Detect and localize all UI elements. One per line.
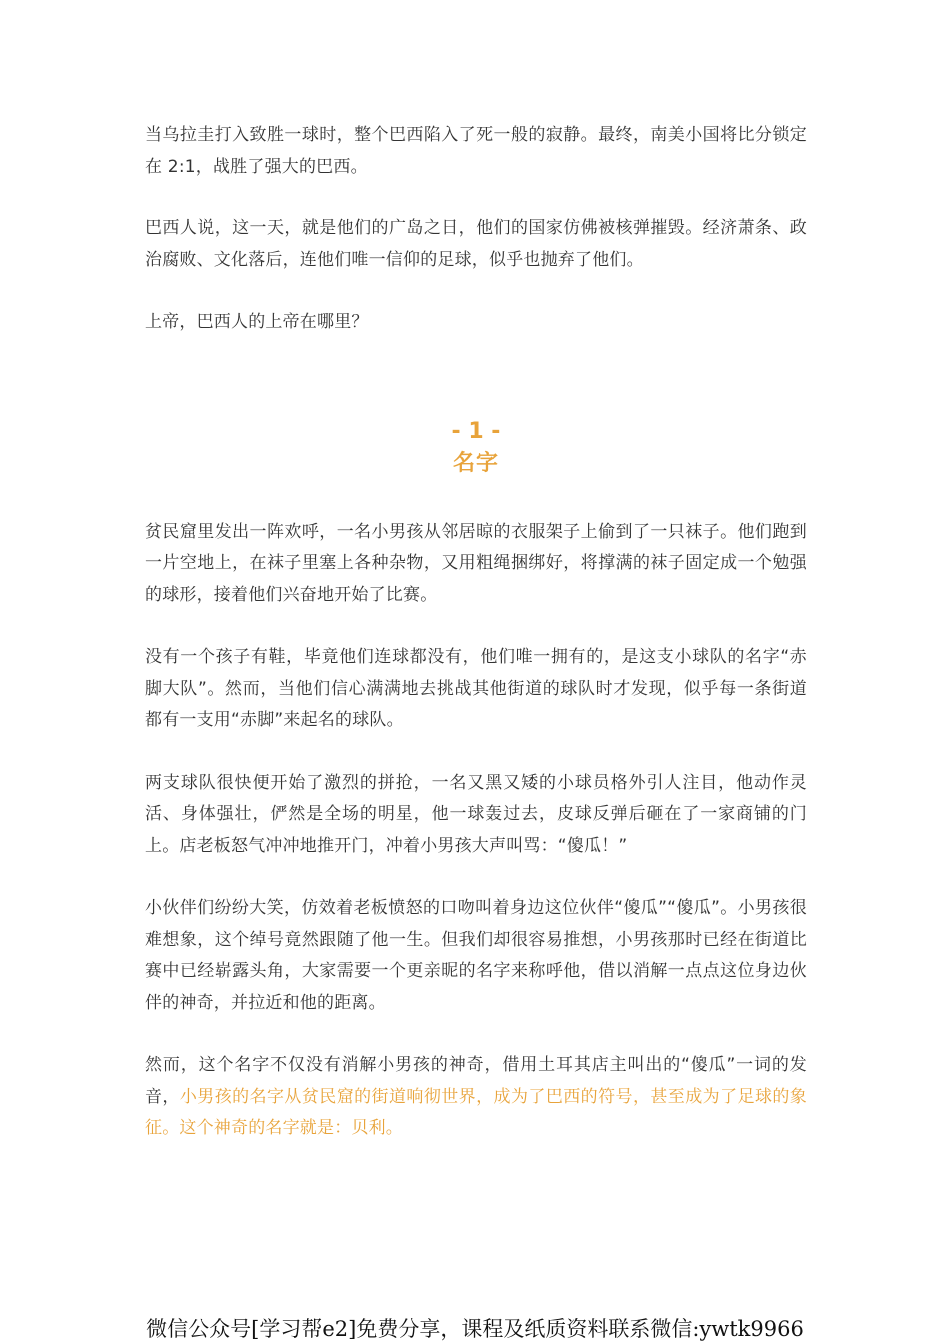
intro-paragraph-1: 当乌拉圭打入致胜一球时，整个巴西陷入了死一般的寂静。最终，南美小国将比分锁定在 2:1，战胜了强大的巴西。 — [145, 125, 807, 177]
section-title: 名字 — [452, 450, 499, 476]
intro-paragraph-3: 上帝，巴西人的上帝在哪里？ — [145, 312, 369, 332]
paragraph-5-plain-text: 然而，这个名字不仅没有消解小男孩的神奇，借用土耳其店主叫出的“傻瓜”一词的发音， — [145, 1055, 807, 1107]
section-paragraph-5 — [145, 1050, 807, 1145]
intro-paragraph-2: 巴西人说，这一天，就是他们的广岛之日，他们的国家仿佛被核弹摧毁。经济萧条、政治腐败、文化落后，连他们唯一信仰的足球，似乎也抛弃了他们。 — [145, 218, 807, 270]
section-paragraph-2: 没有一个孩子有鞋，毕竟他们连球都没有，他们唯一拥有的，是这支小球队的名字“赤脚大队”。然而，当他们信心满满地去挑战其他街道的球队时才发现，似乎每一条街道都有一支用“赤脚”来起名的球队。 — [145, 647, 807, 730]
section-number: - 1 - — [451, 418, 501, 444]
section-paragraph-1: 贫民窟里发出一阵欢呼，一名小男孩从邻居晾的衣服架子上偷到了一只袜子。他们跑到一片空地上，在袜子里塞上各种杂物，又用粗绳捆绑好，将撑满的袜子固定成一个勉强的球形，接着他们兴奋地开始了比赛。 — [145, 521, 807, 605]
footer-watermark-text: 微信公众号[学习帮e2]免费分享，课程及纸质资料联系微信:ywtk9966 — [146, 1317, 804, 1341]
section-paragraph-3: 两支球队很快便开始了激烈的拼抢，一名又黑又矮的小球员格外引人注目，他动作灵活、身体强壮，俨然是全场的明星，他一球轰过去，皮球反弹后砸在了一家商铺的门上。店老板怒气冲冲地推开门，冲着小男孩大声叫骂：“傻瓜！” — [145, 772, 807, 856]
article-body — [145, 120, 807, 1176]
section-paragraph-4: 小伙伴们纷纷大笑，仿效着老板愤怒的口吻叫着身边这位伙伴“傻瓜”“傻瓜”。小男孩很难想象，这个绰号竟然跟随了他一生。但我们却很容易推想，小男孩那时已经在街道比赛中已经崭露头角，大家需要一个更亲昵的名字来称呼他，借以消解一点点这位身边伙伴的神奇，并拉近和他的距离。 — [145, 898, 807, 1013]
section-heading — [145, 417, 807, 481]
paragraph-5-highlight-text: 小男孩的名字从贫民窟的街道响彻世界，成为了巴西的符号，甚至成为了足球的象征。这个神奇的名字就是：贝利。 — [145, 1086, 807, 1138]
